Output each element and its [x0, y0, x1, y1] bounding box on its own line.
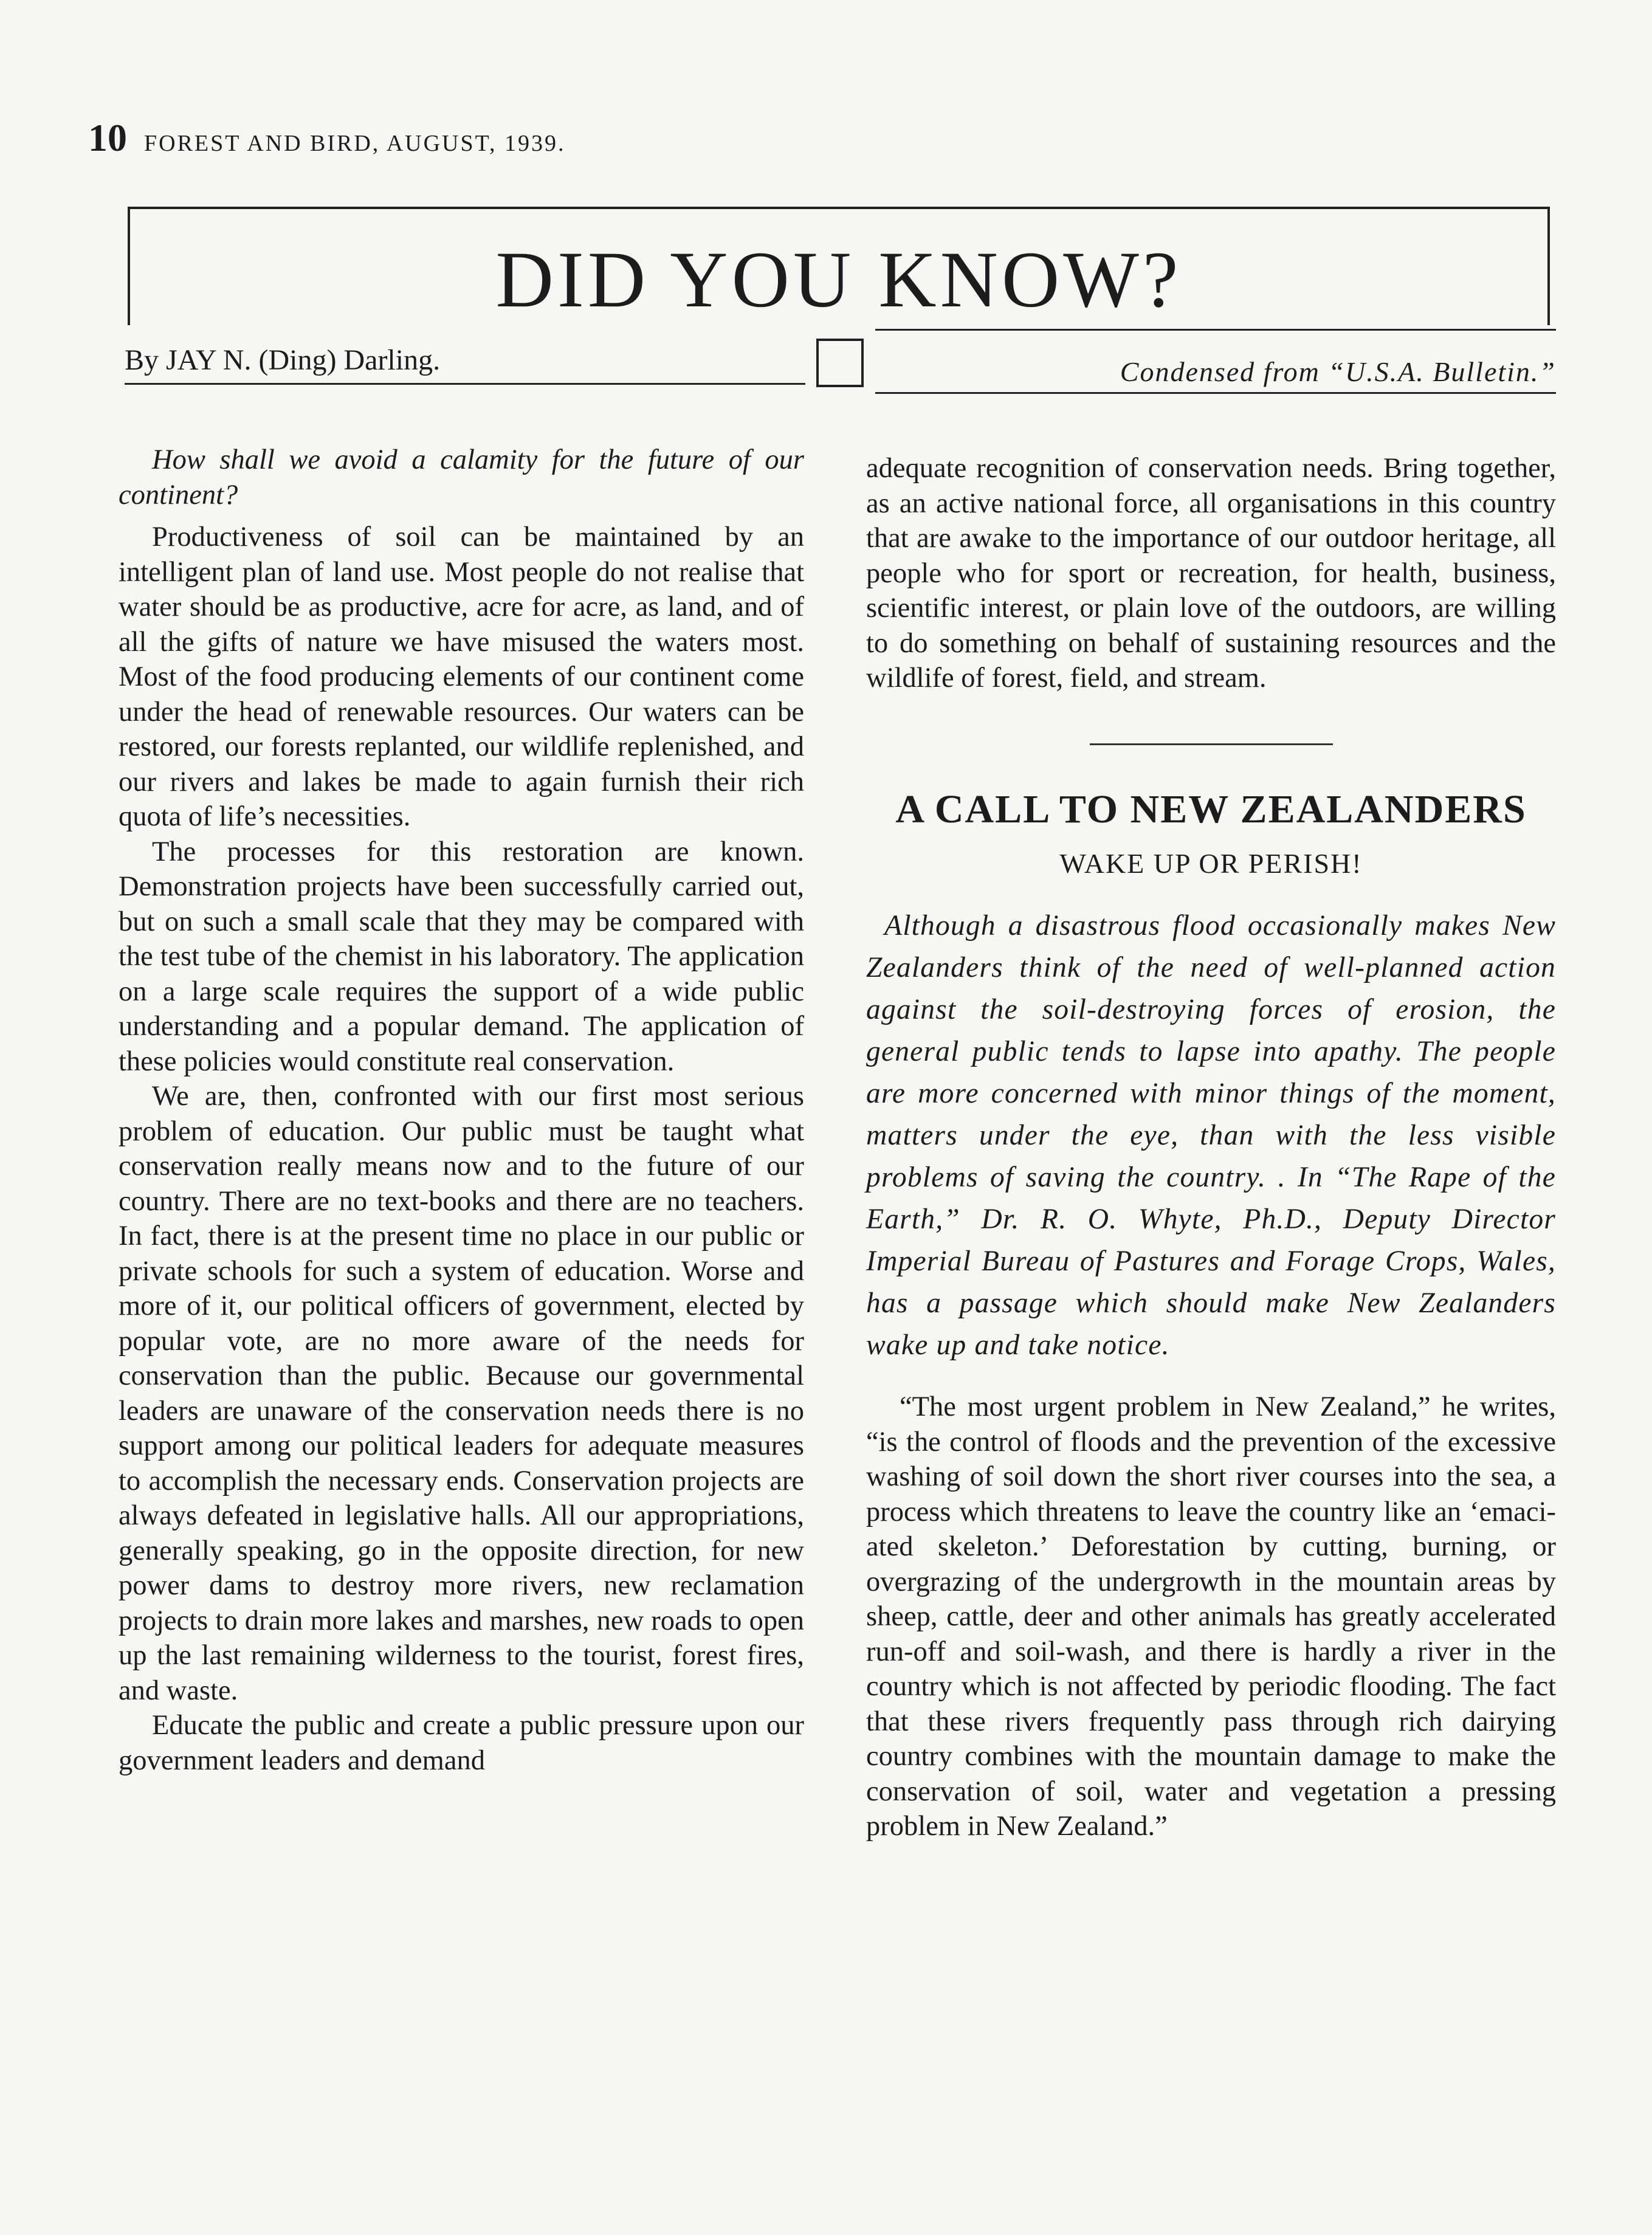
paragraph: The processes for this restoration are known. Demonstration projects have been successfully carried out, but on such a small scale that they may be compared with the test tube of the chemist in his laboratory. The application on a large scale requires the support of a wide public understanding and a popular demand. The application of these policies would constitute real conservation. — [119, 836, 804, 1077]
title-box — [128, 207, 1550, 325]
running-head — [88, 115, 566, 160]
quote-block — [866, 1390, 1556, 1844]
paragraph: Productiveness of soil can be maintained by an intelligent plan of land use. Most people do not realise that water should be as productive, acre for acre, as land, and of all the gifts of nature we have misused the waters most. Most of the food producing elements of our continent come under the head of renewable resources. Our waters can be restored, our forests replanted, our wildlife replenished, and our rivers and lakes be made to again furnish their rich quota of life’s necessities. — [119, 522, 804, 832]
source-credit: Condensed from “U.S.A. Bulletin.” — [1120, 356, 1556, 387]
byline-rule-right — [875, 392, 1556, 394]
call-title: A CALL TO NEW ZEALANDERS — [895, 787, 1527, 832]
publication-line: FOREST AND BIRD, AUGUST, 1939. — [144, 131, 566, 156]
title-rule-bottom-right — [875, 329, 1556, 331]
left-column — [119, 443, 804, 1778]
ornament-square — [816, 339, 864, 387]
byline-rule-left — [125, 383, 805, 385]
lead-question: How shall we avoid a calamity for the future of our continent? — [119, 444, 804, 511]
paragraph: We are, then, confronted with our first most serious problem of education. Our public must be taught what conservation really means now and to the future of our country. There are no text-books and there are no teachers. In fact, there is at the present time no place in our public or private schools for such a system of education. Worse and more of it, our political officers of government, elected by popular vote, are no more aware of the needs for conservation than the public. Because our governmental leaders are unaware of the conservation needs there is no support among our political leaders for adequate measures to accomplish the necessary ends. Conservation projects are always defeated in legislative halls. All our appropriations, generally speaking, go in the opposite direction, for new power dams to destroy more rivers, new reclamation projects to drain more lakes and marshes, new roads to open up the last remaining wilderness to the tourist, forest fires, and waste. — [119, 1081, 804, 1706]
byline: By JAY N. (Ding) Darling. — [125, 344, 441, 376]
paragraph: Educate the public and create a public pressure upon our government leaders and demand — [119, 1710, 804, 1776]
continuation-paragraph: adequate recognition of conservation needs. Bring together, as an active national force, all organisations in this country that are awake to the importance of our outdoor heritage, all people who for sport or recreation, for health, business, scientific interest, or plain love of the outdoors, are willing to do something on behalf of sustaining resources and the wildlife of forest, field, and stream. — [866, 453, 1556, 694]
call-subtitle: WAKE UP OR PERISH! — [1059, 847, 1363, 879]
byline-row — [125, 331, 1556, 392]
intro-paragraph: Although a disastrous flood occasionally makes New Zealanders think of the need of well-planned action against the soil-destroying forces of erosion, the general public tends to lapse into apathy. The people are more concerned with minor things of the moment, matters under the eye, than with the less visible problems of saving the country. . In “The Rape of the Earth,” Dr. R. O. Whyte, Ph.D., Deputy Director Imperial Bureau of Pastures and Forage Crops, Wales, has a passage which should make New Zealanders wake up and take notice. — [866, 910, 1556, 1361]
right-column — [866, 451, 1556, 1844]
quote-paragraph: “The most urgent problem in New Zealand,” he writes, “is the control of floods and the prevention of the excessive washing of soil down the short river courses into the sea, a process which threatens to leave the country like an ‘emaciated skeleton.’ Deforestation by cutting, burning, or overgrazing of the undergrowth in the mountain areas by sheep, cattle, deer and other animals has greatly accelerated run-off and soil-wash, and there is hardly a river in the country which is not affected by periodic flooding. The fact that these rivers frequently pass through rich dairying country combines with the mountain damage to make the conservation of soil, water and vegetation a pressing problem in New Zealand.” — [866, 1391, 1556, 1842]
section-divider — [1090, 743, 1333, 745]
article-title: DID YOU KNOW? — [495, 235, 1182, 324]
page-number: 10 — [88, 116, 127, 159]
call-intro — [866, 905, 1556, 1366]
